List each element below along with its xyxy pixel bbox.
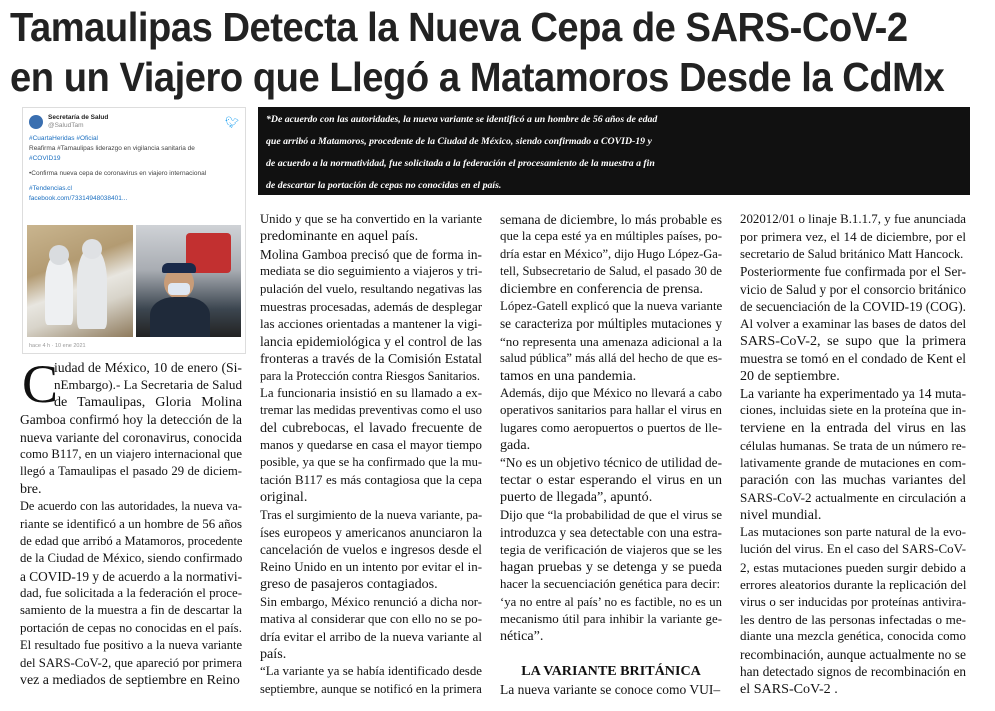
section-subheading: LA VARIANTE BRITÁNICA bbox=[521, 663, 701, 680]
drop-cap: C bbox=[22, 354, 59, 414]
col4-line: recombinación, aunque actualmente no se bbox=[740, 646, 967, 662]
col1-line: bre. bbox=[20, 480, 42, 497]
col2-line: fronteras a través de la Comisión Estatal bbox=[260, 351, 482, 367]
col4-line: por primera vez, el 14 de diciembre, por el bbox=[740, 229, 966, 245]
col2-line: Reino Unido en un intento por evitar el in- bbox=[260, 559, 482, 574]
col3-line: introduzca y sea detectable con una estra- bbox=[500, 525, 722, 541]
article-column-4 bbox=[740, 211, 966, 698]
col2-line: mediata se dio seguimiento a viajeros y tri- bbox=[260, 264, 483, 279]
tweet-link-1[interactable]: #Tendencias.cl bbox=[29, 185, 72, 192]
col3-line: semana de diciembre, lo más probable es bbox=[500, 212, 722, 227]
col4-line: lativamente grande de mutaciones en com- bbox=[740, 455, 966, 471]
col3-line: Dijo que “la probabilidad de que el virus se bbox=[500, 507, 722, 522]
col4-line: lución del virus. En el caso del SARS-CoV- bbox=[740, 542, 966, 557]
tweet-link-2[interactable]: facebook.com/73314948038401... bbox=[29, 195, 128, 202]
col2-line: tación B117 es más contagiosa que la cepa bbox=[260, 472, 482, 487]
col4-line: células humanas. Se trata de un número re- bbox=[740, 438, 966, 454]
col3-line: La nueva variante se conoce como VUI– bbox=[500, 681, 721, 697]
col2-line: país. bbox=[260, 645, 287, 662]
article-column-3 bbox=[500, 211, 722, 698]
col4-line: terviene en la entrada del virus en las bbox=[740, 419, 966, 436]
col4-line: nivel mundial. bbox=[740, 506, 822, 523]
col1-line: riante se identificó a un hombre de 56 años bbox=[20, 516, 242, 531]
col4-line: virus o ser inducidas por proteínas antivira- bbox=[740, 594, 966, 609]
col2-line: del cubrebocas, el lavado frecuente de bbox=[260, 419, 482, 436]
col4-line: SARS-CoV-2, se supo que la primera bbox=[740, 332, 966, 349]
col1-line: portación de cepas no conocidas en el país. bbox=[20, 620, 242, 635]
col4-line: Las mutaciones son parte natural de la evo- bbox=[740, 525, 966, 540]
col3-line: diciembre en conferencia de prensa. bbox=[500, 280, 704, 297]
col3-line: tectar o estar esperando el virus en un bbox=[500, 471, 722, 488]
col4-line: el SARS-CoV-2 . bbox=[740, 680, 838, 697]
avatar[interactable] bbox=[29, 115, 43, 129]
headline-line-2: en un Viajero que Llegó a Matamoros Desde la CdMx bbox=[10, 54, 945, 100]
col1-line: De acuerdo con las autoridades, la nueva va- bbox=[20, 499, 242, 514]
col4-line: vicio de Salud y por el consorcio británico bbox=[740, 281, 966, 297]
col4-line: Al volver a examinar las bases de datos del bbox=[740, 316, 967, 332]
col1-line: El resultado fue positivo a la nueva variante bbox=[20, 638, 242, 653]
tweet-account-name: Secretaría de Salud bbox=[48, 114, 109, 121]
col1-line: iudad de México, 10 de enero (Si- bbox=[54, 360, 242, 375]
col3-line: tegia de verificación de viajeros que se les bbox=[500, 542, 722, 558]
col3-line: tell, Subsecretario de Salud, el pasado 30 de bbox=[500, 264, 722, 279]
col2-line: La funcionaria insistió en su llamado a ex- bbox=[260, 385, 482, 400]
col2-line: muestras procesadas, además de desplegar bbox=[260, 298, 483, 314]
col4-line: muestra se tomó en el condado de Kent el bbox=[740, 351, 966, 367]
col2-line: tremar las medidas preventivas como el uso bbox=[260, 403, 482, 418]
col4-line: Posteriormente fue confirmada por el Ser- bbox=[740, 264, 966, 280]
col1-line: dad, fue solicitada a la federación el proce- bbox=[20, 586, 242, 601]
col4-line: secretario de Salud británico Matt Hancock. bbox=[740, 246, 964, 261]
pull-quote-line-1: *De acuerdo con las autoridades, la nueva variante se identificó a un hombre de 56 años de edad bbox=[266, 114, 658, 125]
col2-line: pulación del vuelo, resultando negativas las bbox=[260, 281, 482, 296]
tweet-photos bbox=[27, 225, 241, 337]
col1-line: del SARS-CoV-2, que apareció por primera bbox=[20, 655, 242, 670]
tweet-text-3: •Confirma nueva cepa de coronavirus en viajero internacional bbox=[29, 170, 207, 177]
col4-line: de secuenciación de la COVID-19 (COG). bbox=[740, 298, 966, 314]
col3-line: López-Gatell explicó que la nueva variante bbox=[500, 298, 723, 313]
col3-line: salud pública” más allá del hecho de que es- bbox=[500, 351, 722, 366]
tweet-account-handle: @SaludTam bbox=[48, 122, 84, 129]
col3-line: que la cepa esté ya en múltiples países, po- bbox=[500, 229, 722, 244]
col4-line: han detectado signos de recombinación en bbox=[740, 664, 966, 680]
col3-line: hagan pruebas y se detenga y se pueda bbox=[500, 558, 722, 575]
col2-line: las acciones orientadas a mantener la vigi- bbox=[260, 316, 482, 332]
tweet-photo-hazmat-workers[interactable] bbox=[27, 225, 133, 337]
col3-line: tamos en una pandemia. bbox=[500, 367, 637, 384]
col4-line: paración con las muchas variantes del bbox=[740, 471, 966, 488]
col2-line: manos y quedarse en casa el mayor tiempo bbox=[260, 438, 482, 453]
col2-line: Molina Gamboa precisó que de forma in- bbox=[260, 246, 482, 262]
col1-line: nEmbargo).- La Secretaria de Salud bbox=[54, 377, 242, 393]
col2-line: dría evitar el arribo de la nueva variante al bbox=[260, 629, 482, 645]
tweet-header bbox=[23, 108, 245, 134]
col3-line: Además, dijo que México no llevará a cabo bbox=[500, 385, 722, 400]
headline-line-1: Tamaulipas Detecta la Nueva Cepa de SARS-CoV-2 bbox=[10, 4, 908, 50]
col3-line: ‘ya no entre al país’ no es factible, no es un bbox=[500, 594, 722, 609]
tweet-photo-traveler[interactable] bbox=[136, 225, 242, 337]
col2-line: greso de pasajeros contagiados. bbox=[260, 576, 438, 593]
embedded-tweet[interactable] bbox=[22, 107, 246, 354]
article-column-1 bbox=[20, 354, 243, 689]
col4-line: diante una mezcla genética, conocida como bbox=[740, 629, 966, 644]
col1-line: Gamboa confirmó hoy la detección de la bbox=[20, 412, 242, 428]
col1-line: de Tamaulipas, Gloria Molina bbox=[54, 393, 242, 410]
col1-line: llegó a Tamaulipas el pasado 29 de diciem- bbox=[20, 464, 242, 479]
col1-line: vez a mediados de septiembre en Reino bbox=[20, 673, 240, 689]
col2-line: lancia epidemiológica y el control de las bbox=[260, 333, 482, 349]
col4-line: errores aleatorios durante la replicación del bbox=[740, 577, 967, 593]
col1-line: samiento de la muestra a fin de descartar la bbox=[20, 603, 242, 618]
pull-quote-line-3: de acuerdo a la normatividad, fue solicitada a la federación el procesamiento de la muestra a fin bbox=[266, 158, 655, 169]
pull-quote bbox=[258, 107, 970, 195]
col4-line: ciones, incluidas siete en la proteína que in- bbox=[740, 403, 966, 418]
col3-line: “no representa una amenaza adicional a la bbox=[500, 333, 722, 349]
tweet-text-2[interactable]: #COVID19 bbox=[29, 155, 61, 162]
col3-line: lugares como aeropuertos o puertos de lle- bbox=[500, 420, 722, 435]
col4-line: 202012/01 o linaje B.1.1.7, y fue anunciada bbox=[740, 212, 966, 226]
col2-line: mativa al considerar que con ello no se po- bbox=[260, 611, 482, 626]
pull-quote-line-4: de descartar la portación de cepas no conocidas en el país. bbox=[266, 180, 502, 191]
pull-quote-line-2: que arribó a Matamoros, procedente de la Ciudad de México, siendo confirmado a COVID-19 y bbox=[266, 136, 652, 147]
col3-line: dría estar en México”, dijo Hugo López-Ga- bbox=[500, 246, 722, 261]
col2-line: cancelación de vuelos e ingresos desde el bbox=[260, 542, 482, 558]
col2-line: septiembre, aunque se notificó en la primera bbox=[260, 681, 482, 696]
col3-line: puerto de llegada”, apuntó. bbox=[500, 489, 653, 506]
col3-line: operativos sanitarios para hallar el virus en bbox=[500, 403, 722, 418]
tweet-account bbox=[48, 114, 108, 130]
col4-line: les dentro de las personas infectadas o me- bbox=[740, 611, 966, 627]
col3-line: nética”. bbox=[500, 628, 544, 645]
col4-line: SARS-CoV-2 actualmente en circulación a bbox=[740, 490, 966, 506]
col3-line: “No es un objetivo técnico de utilidad de- bbox=[500, 455, 722, 471]
col1-line: de edad que arribó a Matamoros, procedente bbox=[20, 533, 243, 548]
col2-line: posible, ya que se ha confirmado que la mu- bbox=[260, 455, 482, 470]
col3-line: mecanismo útil para inhibir la variante ge- bbox=[500, 611, 722, 626]
headline bbox=[10, 2, 945, 102]
col2-line: Sin embargo, México renunció a dicha nor- bbox=[260, 594, 482, 609]
col4-line: 20 de septiembre. bbox=[740, 367, 840, 384]
tweet-timestamp: hace 4 h · 10 ene 2021 bbox=[29, 343, 86, 349]
col1-line: a COVID-19 y de acuerdo a la normativi- bbox=[20, 568, 242, 584]
twitter-bird-icon: 🐦︎ bbox=[225, 116, 239, 129]
col2-line: para la Protección contra Riesgos Sanitarios. bbox=[260, 368, 480, 383]
tweet-text-1: Reafirma #Tamaulipas liderazgo en vigilancia sanitaria de bbox=[29, 145, 195, 152]
col2-line: íses europeos y americanos anunciaron la bbox=[260, 525, 482, 541]
col4-line: 2, estas mutaciones pueden surgir debido a bbox=[740, 559, 966, 575]
col4-line: La variante ha experimentado ya 14 muta- bbox=[740, 385, 966, 401]
col3-line: gada. bbox=[500, 437, 531, 454]
col3-line: hacer la secuenciación genética para decir: bbox=[500, 577, 721, 592]
col3-line bbox=[500, 646, 722, 663]
col2-line: original. bbox=[260, 489, 308, 506]
col1-line: nueva variante del coronavirus, conocida bbox=[20, 429, 242, 445]
tweet-hashtags[interactable]: #CuartaHeridas #Oficial bbox=[29, 135, 99, 142]
col2-line: “La variante ya se había identificado desde bbox=[260, 664, 482, 679]
article-column-2 bbox=[260, 211, 482, 698]
col2-line: predominante en aquel país. bbox=[260, 228, 419, 245]
col3-line: se caracteriza por múltiples mutaciones y bbox=[500, 316, 722, 332]
col2-line: Unido y que se ha convertido en la variante bbox=[260, 212, 482, 226]
col1-line: como B117, en un viajero internacional que bbox=[20, 446, 242, 461]
col1-line: de la Ciudad de México, siendo confirmado bbox=[20, 551, 243, 566]
col2-line: Tras el surgimiento de la nueva variante, pa- bbox=[260, 507, 483, 522]
